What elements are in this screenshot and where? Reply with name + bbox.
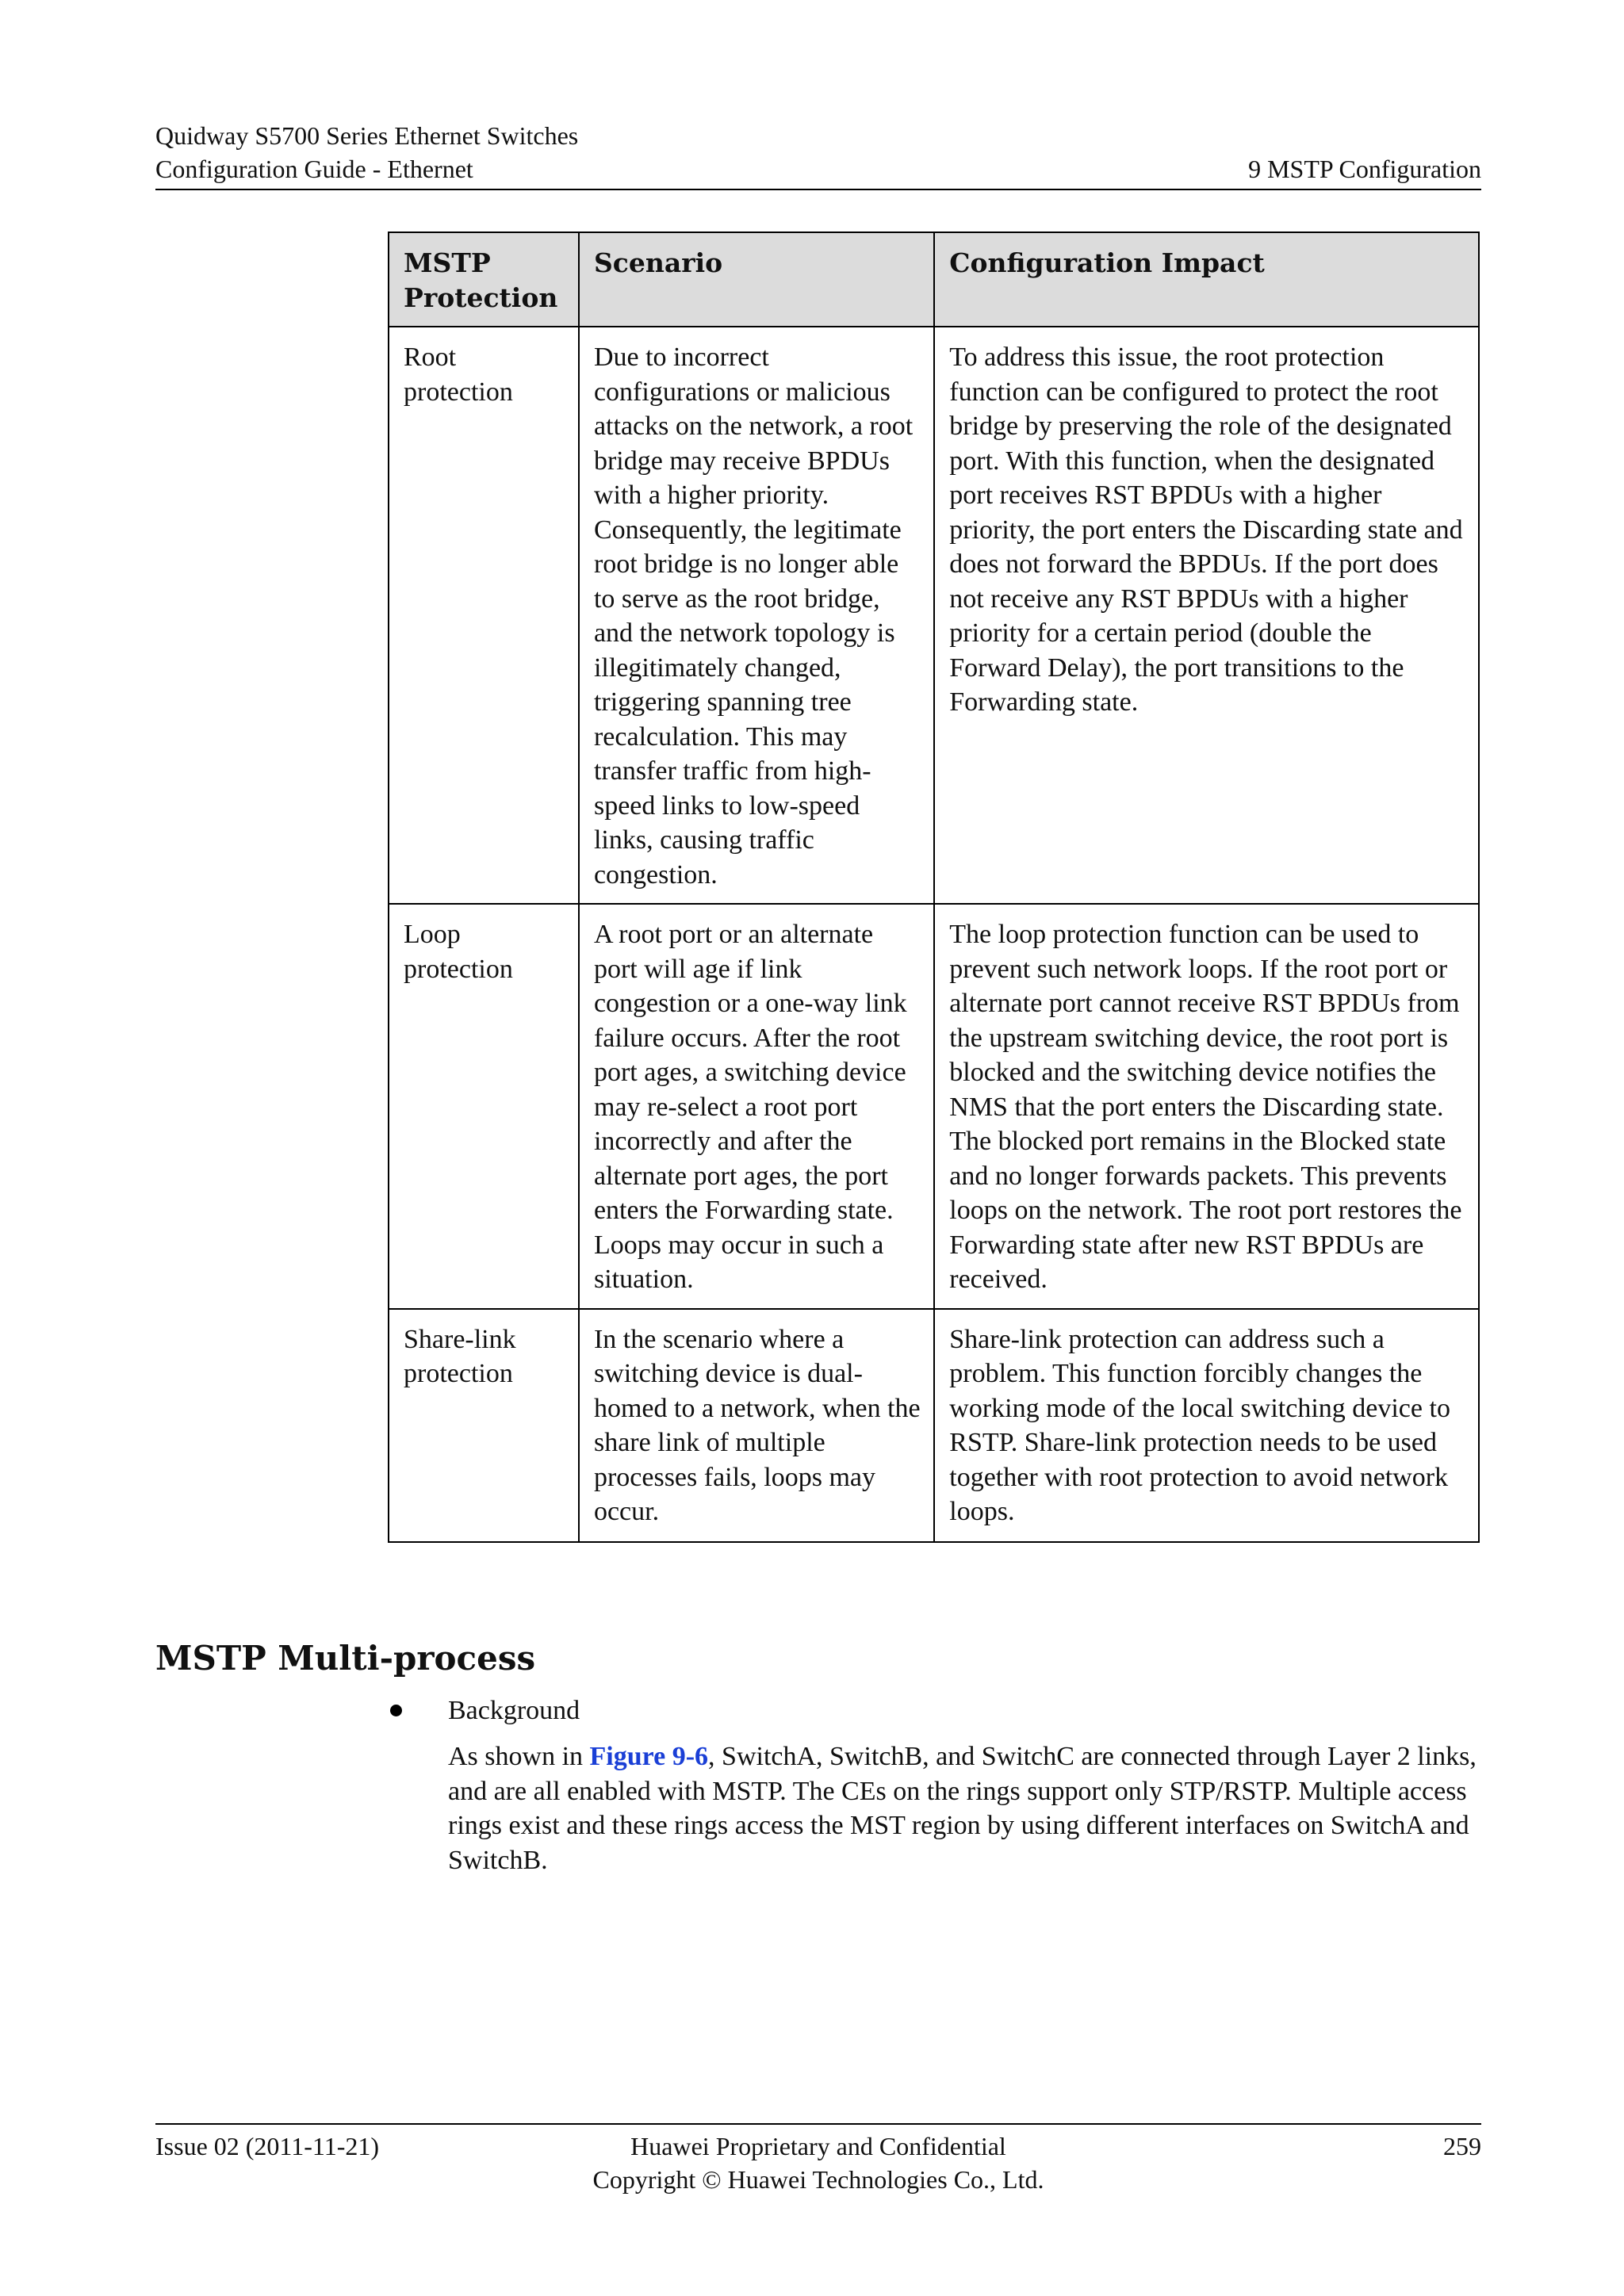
page-number: 259	[1443, 2132, 1481, 2160]
cell-impact: The loop protection function can be used to prevent such network loops. If the root port or alternate port cannot receive RST BPDUs from the upstream switching device, the root port is blocked and the switching device notifies the NMS that the port enters the Discarding state. The blocked port remains in the Blocked state and no longer forwards packets. This prevents loops on the network. The root port restores the Forwarding state after new RST BPDUs are received.	[934, 904, 1479, 1309]
cell-scenario: A root port or an alternate port will age if link congestion or a one-way link failure occurs. After the root port ages, a switching device may re-select a root port incorrectly and after the alternate port ages, the port enters the Forwarding state. Loops may occur in such a situation.	[579, 904, 934, 1309]
column-header-protection: MSTP Protection	[389, 232, 579, 327]
table-header-row	[389, 232, 1479, 327]
header-guide-title: Configuration Guide - Ethernet	[155, 155, 473, 183]
table-row	[389, 327, 1479, 904]
header-chapter-title: 9 MSTP Configuration	[1248, 155, 1481, 183]
column-header-scenario: Scenario	[579, 232, 934, 327]
column-header-impact: Configuration Impact	[934, 232, 1479, 327]
table-row	[389, 1309, 1479, 1542]
cell-impact: Share-link protection can address such a problem. This function forcibly changes the working mode of the local switching device to RSTP. Share-link protection needs to be used together with root protection to avoid network loops.	[934, 1309, 1479, 1542]
page-footer	[155, 2123, 1481, 2204]
bullet-label: Background	[448, 1696, 580, 1725]
footer-copyright: Copyright © Huawei Technologies Co., Ltd.	[592, 2165, 1044, 2194]
cell-protection: Loop protection	[389, 904, 579, 1309]
mstp-protection-table	[388, 232, 1480, 1543]
header-product-title: Quidway S5700 Series Ethernet Switches	[155, 121, 579, 150]
cell-impact: To address this issue, the root protection function can be configured to protect the root bridge by preserving the role of the designated port. With this function, when the designated port receives RST BPDUs with a higher priority, the port enters the Discarding state and does not forward the BPDUs. If the port does not receive any RST BPDUs with a higher priority for a certain period (double the Forward Delay), the port transitions to the Forwarding state.	[934, 327, 1479, 904]
cell-protection: Root protection	[389, 327, 579, 904]
table-row	[389, 904, 1479, 1309]
footer-issue: Issue 02 (2011-11-21)	[155, 2132, 380, 2160]
cell-scenario: In the scenario where a switching device is dual-homed to a network, when the share link of multiple processes fails, loops may occur.	[579, 1309, 934, 1542]
footer-confidential: Huawei Proprietary and Confidential	[630, 2132, 1006, 2160]
background-paragraph	[448, 1739, 1487, 1877]
page-header	[155, 117, 1481, 190]
cell-scenario: Due to incorrect configurations or malicious attacks on the network, a root bridge may receive BPDUs with a higher priority. Consequently, the legitimate root bridge is no longer able to serve as the root bridge, and the network topology is illegitimately changed, triggering spanning tree recalculation. This may transfer traffic from high-speed links to low-speed links, causing traffic congestion.	[579, 327, 934, 904]
bullet-dot-icon	[390, 1705, 402, 1716]
section-title: MSTP Multi-process	[155, 1639, 536, 1678]
paragraph-text-start: As shown in	[448, 1742, 590, 1771]
figure-link[interactable]: Figure 9-6	[589, 1742, 709, 1771]
cell-protection: Share-link protection	[389, 1309, 579, 1542]
paragraph-text-rest: , SwitchA, SwitchB, and SwitchC are connected through Layer 2 links, and are all enabled with MSTP. The CEs on the rings support only STP/RSTP. Multiple access rings exist and these rings access the MST region by using different interfaces on SwitchA and SwitchB.	[448, 1742, 1477, 1875]
